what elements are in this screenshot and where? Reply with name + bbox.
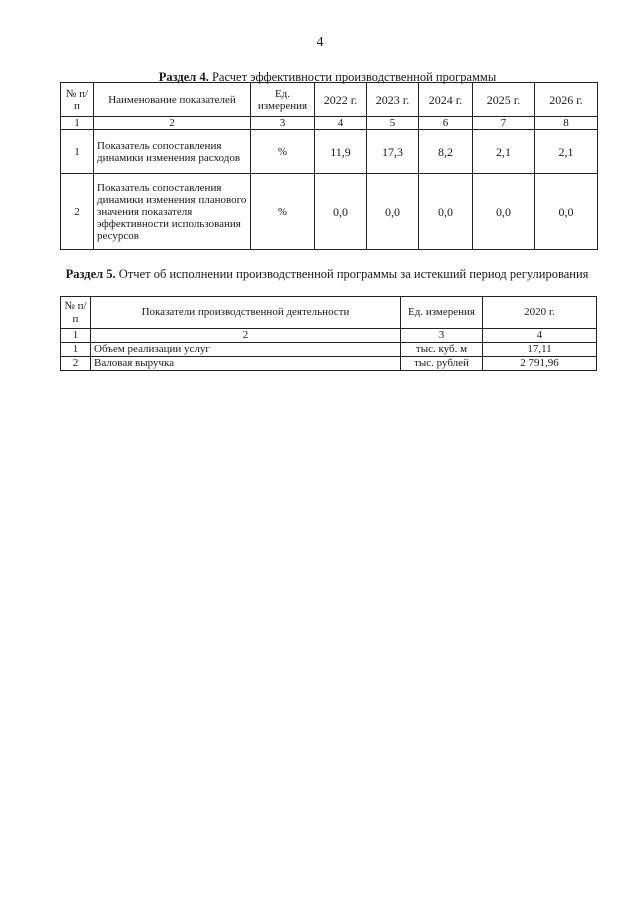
index-cell: 8 bbox=[535, 117, 598, 130]
row-number: 1 bbox=[61, 130, 94, 174]
table-header-row bbox=[61, 83, 598, 117]
header-cell: № п/п bbox=[61, 297, 91, 329]
value-cell: 2 791,96 bbox=[483, 357, 597, 371]
section-4-title-text: Расчет эффективности производственной программы bbox=[208, 70, 497, 84]
indicator-name: Показатель сопоставления динамики изменения расходов bbox=[94, 130, 251, 174]
table-row bbox=[61, 343, 597, 357]
index-cell: 5 bbox=[367, 117, 419, 130]
header-cell: Ед. измерения bbox=[401, 297, 483, 329]
value-cell: 0,0 bbox=[315, 174, 367, 250]
page-number: 4 bbox=[316, 35, 324, 50]
table-header-row bbox=[61, 297, 597, 329]
value-cell: 2,1 bbox=[535, 130, 598, 174]
section-5-title bbox=[58, 267, 596, 281]
indicator-name: Показатель сопоставления динамики изменения планового значения показателя эффективности использования ресурсов bbox=[94, 174, 251, 250]
value-cell: 8,2 bbox=[419, 130, 473, 174]
index-cell: 2 bbox=[94, 117, 251, 130]
header-cell: Показатели производственной деятельности bbox=[91, 297, 401, 329]
header-cell: № п/п bbox=[61, 83, 94, 117]
value-cell: 0,0 bbox=[535, 174, 598, 250]
unit-cell: % bbox=[251, 130, 315, 174]
section-4-title-label: Раздел 4. bbox=[158, 70, 209, 84]
index-cell: 4 bbox=[483, 329, 597, 343]
header-cell: 2020 г. bbox=[483, 297, 597, 329]
header-cell: Ед. измерения bbox=[251, 83, 315, 117]
value-cell: 17,3 bbox=[367, 130, 419, 174]
production-report-table bbox=[60, 296, 597, 371]
section-5-title-label: Раздел 5. bbox=[65, 267, 116, 281]
row-number: 2 bbox=[61, 174, 94, 250]
indicator-name: Валовая выручка bbox=[91, 357, 401, 371]
index-cell: 4 bbox=[315, 117, 367, 130]
header-cell: 2022 г. bbox=[315, 83, 367, 117]
index-cell: 3 bbox=[251, 117, 315, 130]
row-number: 1 bbox=[61, 343, 91, 357]
unit-cell: % bbox=[251, 174, 315, 250]
header-cell: 2025 г. bbox=[473, 83, 535, 117]
section-5-title-text: Отчет об исполнении производственной программы за истекший период регулирования bbox=[115, 267, 589, 281]
index-cell: 1 bbox=[61, 329, 91, 343]
index-cell: 2 bbox=[91, 329, 401, 343]
unit-cell: тыс. куб. м bbox=[401, 343, 483, 357]
index-row bbox=[61, 117, 598, 130]
value-cell: 2,1 bbox=[473, 130, 535, 174]
index-cell: 7 bbox=[473, 117, 535, 130]
index-cell: 3 bbox=[401, 329, 483, 343]
index-cell: 6 bbox=[419, 117, 473, 130]
row-number: 2 bbox=[61, 357, 91, 371]
index-cell: 1 bbox=[61, 117, 94, 130]
header-cell: 2024 г. bbox=[419, 83, 473, 117]
efficiency-table bbox=[60, 82, 598, 250]
table-row bbox=[61, 130, 598, 174]
unit-cell: тыс. рублей bbox=[401, 357, 483, 371]
value-cell: 17,11 bbox=[483, 343, 597, 357]
value-cell: 11,9 bbox=[315, 130, 367, 174]
header-cell: 2023 г. bbox=[367, 83, 419, 117]
indicator-name: Объем реализации услуг bbox=[91, 343, 401, 357]
value-cell: 0,0 bbox=[473, 174, 535, 250]
value-cell: 0,0 bbox=[419, 174, 473, 250]
header-cell: Наименование показателей bbox=[94, 83, 251, 117]
table-row bbox=[61, 357, 597, 371]
table-row bbox=[61, 174, 598, 250]
value-cell: 0,0 bbox=[367, 174, 419, 250]
index-row bbox=[61, 329, 597, 343]
header-cell: 2026 г. bbox=[535, 83, 598, 117]
